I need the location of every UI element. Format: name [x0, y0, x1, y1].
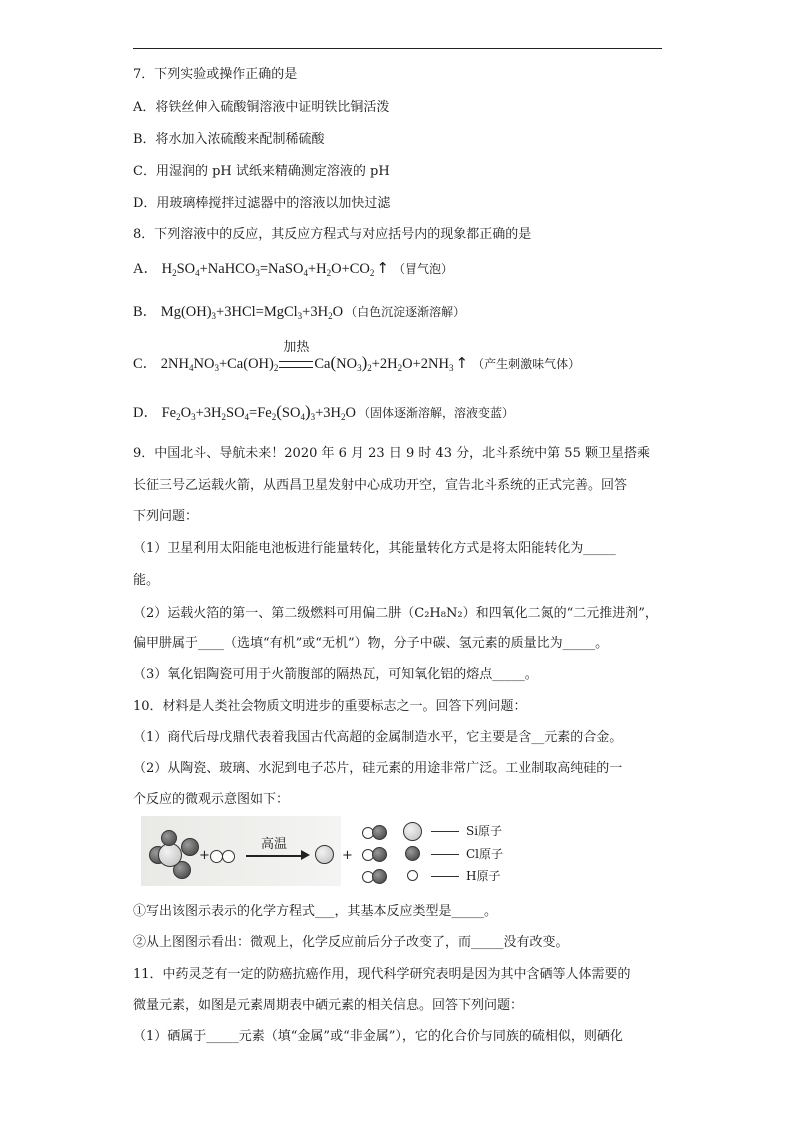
header-rule: [133, 48, 662, 49]
arrow-head-icon: [301, 850, 310, 860]
q8-b-note: （白色沉淀逐渐溶解）: [345, 305, 466, 319]
arrow-label: 高温: [261, 837, 288, 852]
q9-line-2: 长征三号乙运载火箭，从西昌卫星发射中心成功开空，宣告北斗系统的正式完善。回答: [133, 478, 628, 493]
q9-line-3: 下列问题：: [133, 509, 199, 524]
q8-option-d: D． $Fe_2O_3+3H_2SO_4=Fe_2(SO_4)_3+3H_2O$ （固体逐渐溶解，溶液变蓝）: [133, 402, 515, 422]
heating-condition: [278, 340, 314, 372]
q10-part-2: （2）从陶瓷、玻璃、水泥到电子芯片，硅元素的用途非常广泛。工业制取高纯硅的一: [133, 761, 623, 776]
q9-part-1: （1）卫星利用太阳能电池板进行能量转化，其能量转化方式是将太阳能转化为_____: [133, 541, 616, 556]
q8-a-note: （冒气泡）: [392, 262, 453, 276]
q10-sub-2: ②从上图图示看出：微观上，化学反应前后分子改变了，而_____没有改变。: [133, 935, 569, 950]
cl-atom: [181, 838, 199, 856]
q7-option-d: D．用玻璃棒搅拌过滤器中的溶液以加快过滤: [133, 196, 391, 211]
legend-h-label: H原子: [466, 869, 501, 883]
q10-part-2-cont: 个反应的微观示意图如下：: [133, 792, 290, 807]
q7-option-b: B．将水加入浓硫酸来配制稀硫酸: [133, 132, 325, 147]
q9-line-1: 9．中国北斗、导航未来！2020 年 6 月 23 日 9 时 43 分，北斗系统中第 55 颗卫星搭乘: [133, 446, 650, 461]
q11-line-1: 11．中药灵芝有一定的防癌抗癌作用，现代科学研究表明是因为其中含硒等人体需要的: [133, 967, 631, 982]
legend-si-label: Si原子: [466, 824, 503, 838]
q10-part-1: （1）商代后母戊鼎代表着我国古代高超的金属制造水平，它主要是含__元素的合金。: [133, 730, 623, 745]
q9-part-2-cont: 偏甲肼属于____（选填“有机”或“无机”）物，分子中碳、氢元素的质量比为_____。: [133, 636, 609, 651]
q9-part-2: （2）运载火箔的第一、第二级燃料可用偏二肼（C₂H₈N₂）和四氧化二氮的“二元推进剂”，: [133, 606, 658, 621]
q8-option-c: C． $2NH_4NO_3+Ca(OH)_2$ 加热 $Ca(NO_3)_2+2H_2O+2NH_3$ ↑ （产生刺激味气体）: [133, 340, 581, 373]
q9-part-3: （3）氧化铝陶瓷可用于火箭腹部的隔热瓦，可知氧化铝的熔点_____。: [133, 667, 538, 682]
legend-h-symbol: [407, 870, 418, 881]
q8-c-note: （产生刺激味气体）: [472, 357, 581, 371]
cl-atom: [372, 825, 387, 840]
q8-d-note: （固体逐渐溶解，溶液变蓝）: [358, 406, 515, 420]
q9-part-1-cont: 能。: [133, 573, 160, 588]
si-atom: [158, 843, 182, 867]
cl-atom: [372, 869, 387, 884]
heating-label: 加热: [283, 340, 310, 355]
h-atom: [222, 850, 235, 863]
q8-option-a: A． $H_2SO_4+NaHCO_3=NaSO_4+H_2O+CO_2$ ↑ （冒气泡）: [133, 259, 453, 278]
q11-part-1: （1）硒属于_____元素（填“金属”或“非金属”），它的化合价与同族的硫相似，则硒化: [133, 1029, 623, 1044]
q7-option-a: A．将铁丝伸入硫酸铜溶液中证明铁比铜活泼: [133, 100, 390, 115]
q8-stem: 8．下列溶液中的反应，其反应方程式与对应括号内的现象都正确的是: [133, 227, 532, 242]
q10-stem: 10．材料是人类社会物质文明进步的重要标志之一。回答下列问题：: [133, 699, 527, 714]
reaction-micro-diagram: + 高温 + Si原子 Cl原子 H原子: [141, 816, 531, 886]
q8-option-b: B． $Mg(OH)_3+3HCl=MgCl_3+3H_2O$ （白色沉淀逐渐溶解）: [133, 304, 466, 321]
q11-line-2: 微量元素，如图是元素周期表中硒元素的相关信息。回答下列问题：: [133, 998, 524, 1013]
legend-cl-symbol: [405, 846, 420, 861]
q7-stem: 7．下列实验或操作正确的是: [133, 67, 298, 82]
cl-atom: [161, 830, 177, 846]
si-atom: [315, 845, 334, 864]
q7-option-c: C．用湿润的 pH 试纸来精确测定溶液的 pH: [133, 164, 390, 179]
reaction-arrow: [246, 855, 304, 857]
legend-si-symbol: [403, 822, 422, 841]
cl-atom: [372, 847, 387, 862]
legend-cl-label: Cl原子: [466, 847, 504, 861]
q10-sub-1: ①写出该图示表示的化学方程式___，其基本反应类型是_____。: [133, 904, 498, 919]
